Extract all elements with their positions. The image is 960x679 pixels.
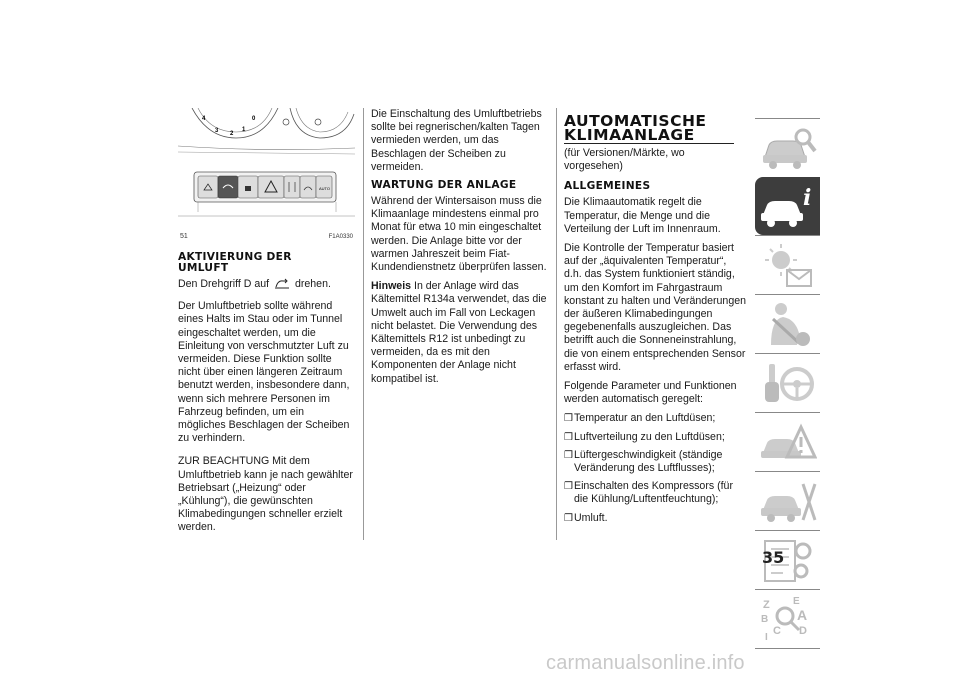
column-3	[564, 114, 746, 530]
svg-text:AUTO: AUTO	[319, 186, 331, 191]
paragraph-drehgriff	[178, 278, 354, 294]
paragraph-wintersaison: Während der Wintersaison muss die Klimaanlage mindestens einmal pro Monat für etwa 10 min eingeschaltet werden. Die Anlage bitte vor der warmen Jahreszeit beim Fiat-Kundendienstnetz überprüfen lassen.	[371, 195, 547, 274]
parameter-list-item	[564, 449, 746, 475]
index-letter-d: D	[799, 625, 807, 637]
paragraph-umluftbetrieb: Der Umluftbetrieb sollte während eines Halts im Stau oder im Tunnel eingeschaltet werden, um die Einleitung von verschmutzter Luft zu vermeiden. Diese Funktion sollte nicht über einen längeren Zeitraum benutzt werden, insbesondere dann, wenn sich mehrere Personen im Fahrzeug befinden, um ein mögliches Beschlagen der Scheiben zu verhindern.	[178, 300, 350, 445]
climate-panel-drawing	[178, 108, 355, 248]
parameter-list-item	[564, 412, 746, 425]
index-letter-e: E	[793, 596, 800, 607]
parameter-list-item-text: Luftverteilung zu den Luftdüsen;	[574, 430, 725, 443]
recirculation-icon	[274, 278, 290, 294]
climate-panel-figure	[178, 108, 355, 256]
knob-number-4: 4	[202, 116, 206, 122]
sidebar-item-accident[interactable]	[755, 412, 820, 471]
parameter-list	[564, 412, 746, 524]
bullet-box-icon: ❒	[564, 449, 573, 461]
paragraph-kontrolle: Die Kontrolle der Temperatur basiert auf der „äquivalenten Temperatur“, d.h. das System funktioniert ständig, um den Komfort im Fahrgastraum konstant zu halten und Veränderungen der äußeren Klimabedingungen gegebenenfalls auszugleichen. Das betrifft auch die Sonneneinstrahlung, die von einem entsprechenden Sensor erfasst wird.	[564, 242, 747, 373]
chapter-sidebar	[755, 118, 820, 649]
parameter-list-item-text: Lüftergeschwindigkeit (ständige Veränderung des Luftflusses);	[574, 448, 723, 475]
knob-number-1: 1	[242, 127, 246, 133]
sidebar-item-warning-lights[interactable]	[755, 235, 820, 294]
sidebar-item-car-search[interactable]	[755, 118, 820, 177]
column-divider-2	[556, 108, 557, 540]
heading-line-2: UMLUFT	[178, 262, 229, 274]
parameter-list-item-text: Temperatur an den Luftdüsen;	[574, 412, 716, 425]
key-steering-icon	[759, 358, 817, 408]
column-2	[371, 108, 549, 392]
figure-corner-label: 51	[180, 233, 188, 240]
parameter-list-item-text: Umluft.	[574, 511, 608, 524]
paragraph-drehgriff-start: Den Drehgriff D auf	[178, 278, 270, 290]
car-info-icon	[759, 181, 817, 231]
sidebar-item-car-tools[interactable]	[755, 471, 820, 530]
paragraph-parameter: Folgende Parameter und Funktionen werden automatisch geregelt:	[564, 380, 737, 406]
index-letter-b: B	[761, 614, 769, 625]
knob-number-2: 2	[230, 131, 234, 137]
svg-text:i: i	[803, 185, 812, 211]
hinweis-text: In der Anlage wird das Kältemittel R134a verwendet, das die Umwelt auch im Fall von Leckagen nicht belastet. Die Verwendung des Kältemittels R12 ist unbedingt zu vermeiden, da es mit den Komponenten der Anlage nicht kompatibel ist.	[371, 280, 547, 385]
alphabet-index-icon	[759, 594, 817, 644]
heading-line-1: AKTIVIERUNG DER	[178, 251, 292, 263]
hinweis-label: Hinweis	[371, 280, 412, 293]
car-tools-icon	[759, 476, 817, 526]
bullet-box-icon: ❒	[564, 512, 573, 524]
parameter-list-item	[564, 431, 746, 444]
index-letter-z: Z	[763, 599, 770, 611]
parameter-list-item	[564, 512, 746, 525]
section-title-line-1: AUTOMATISCHE	[564, 112, 707, 130]
figure-code: F1A0330	[328, 234, 353, 240]
index-letter-i: I	[765, 632, 768, 643]
bullet-box-icon: ❒	[564, 481, 573, 493]
section-title-line-2: KLIMAANLAGE	[564, 126, 695, 144]
section-subtitle: (für Versionen/Märkte, wo vorgesehen)	[564, 147, 685, 173]
paragraph-zur-beachtung: ZUR BEACHTUNG Mit dem Umluftbetrieb kann je nach gewählter Betriebsart („Heizung“ oder „Kühlung“), die gewünschten Klimabedingungen schneller erzielt werden.	[178, 455, 353, 534]
paragraph-klimaautomatik: Die Klimaautomatik regelt die Temperatur, die Menge und die Verteilung der Luft im Innenraum.	[564, 196, 721, 235]
page-number: 35	[762, 548, 785, 567]
column-1	[178, 252, 354, 541]
car-search-icon	[759, 123, 817, 173]
section-title	[564, 114, 746, 142]
bullet-box-icon: ❒	[564, 431, 573, 443]
column-divider-1	[363, 108, 364, 540]
heading-allgemeines: ALLGEMEINES	[564, 180, 651, 193]
knob-number-3: 3	[215, 128, 219, 134]
paragraph-hinweis	[371, 280, 549, 386]
parameter-list-item-text: Einschalten des Kompressors (für die Kühlung/Luftentfeuchtung);	[574, 480, 733, 506]
index-letter-c: C	[773, 625, 781, 637]
accident-triangle-icon	[759, 417, 817, 467]
watermark: carmanualsonline.info	[546, 652, 745, 674]
sidebar-item-key-steering[interactable]	[755, 353, 820, 412]
warning-lights-icon	[759, 240, 817, 290]
safety-person-icon	[759, 299, 817, 349]
knob-number-0: 0	[252, 116, 256, 122]
sidebar-item-car-info[interactable]	[755, 177, 820, 235]
sidebar-item-index[interactable]	[755, 589, 820, 649]
parameter-list-item	[564, 480, 746, 506]
bullet-box-icon: ❒	[564, 413, 573, 425]
index-letter-a: A	[797, 607, 808, 623]
heading-wartung: WARTUNG DER ANLAGE	[371, 179, 517, 192]
sidebar-item-safety[interactable]	[755, 294, 820, 353]
paragraph-einschaltung: Die Einschaltung des Umluftbetriebs sollte bei regnerischen/kalten Tagen vermieden werden, um das Beschlagen der Scheiben zu vermeiden.	[371, 108, 542, 173]
paragraph-drehgriff-end: drehen.	[294, 278, 331, 290]
heading-aktivierung-umluft	[178, 252, 354, 274]
